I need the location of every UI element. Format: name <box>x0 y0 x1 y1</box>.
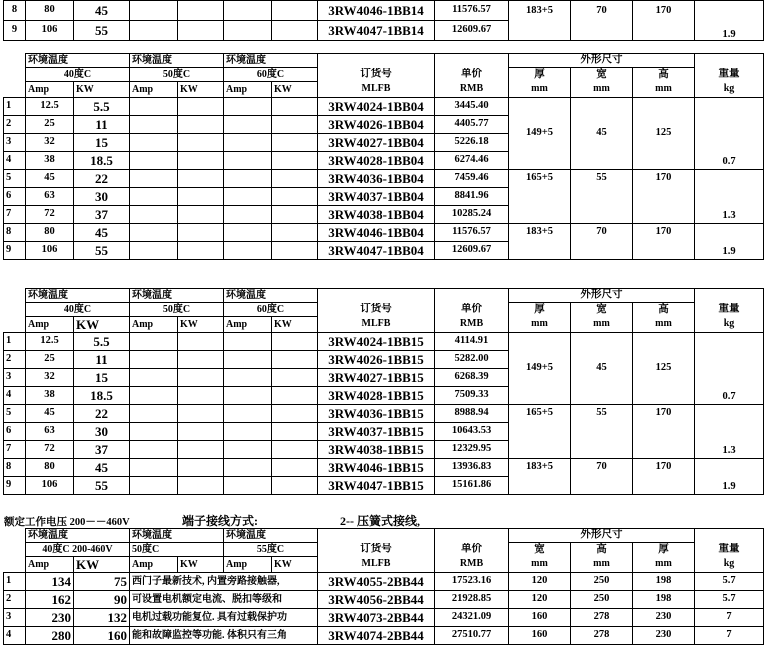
kw-cell: 132 <box>74 609 130 627</box>
terminal-label: 端子接线方式: <box>182 514 258 528</box>
thick-cell: 165+5 <box>509 170 571 224</box>
kw-cell: 18.5 <box>74 387 130 405</box>
amp-cell: 80 <box>26 224 74 242</box>
kw-cell: 11 <box>74 116 130 134</box>
price-cell: 17523.16 <box>435 573 509 591</box>
env-temp-header: 环境温度 <box>224 529 318 543</box>
thick-cell: 149+5 <box>509 98 571 170</box>
width-header: 宽 <box>571 303 633 317</box>
width-cell: 55 <box>571 405 633 459</box>
row-index: 8 <box>4 459 26 477</box>
mm-unit: mm <box>571 82 633 98</box>
weight-cell: 5.7 <box>695 591 764 609</box>
mlfb-cell: 3RW4028-1BB04 <box>318 152 435 170</box>
width-cell: 160 <box>509 609 571 627</box>
amp-header: Amp <box>130 557 178 573</box>
amp-cell: 12.5 <box>26 333 74 351</box>
description-cell: 可设置电机额定电流、脱扣等级和 <box>130 591 318 609</box>
amp-cell: 32 <box>26 134 74 152</box>
table-row <box>4 627 764 645</box>
height-cell: 170 <box>633 170 695 224</box>
temp-50-header: 50度C <box>130 543 224 557</box>
table-row <box>4 224 764 242</box>
mlfb-cell: 3RW4024-1BB15 <box>318 333 435 351</box>
weight-header: 重量 <box>695 68 764 82</box>
kw-cell: 90 <box>74 591 130 609</box>
temp-50-header: 50度C <box>130 68 224 82</box>
amp-header: Amp <box>224 557 272 573</box>
mlfb-cell: 3RW4038-1BB04 <box>318 206 435 224</box>
terminal-value: 2-- 压簧式接线, <box>340 514 420 528</box>
mm-unit: mm <box>509 557 571 573</box>
price-cell: 7459.46 <box>435 170 509 188</box>
price-cell: 12609.67 <box>435 242 509 260</box>
mlfb-cell: 3RW4037-1BB15 <box>318 423 435 441</box>
kw-cell: 11 <box>74 351 130 369</box>
row-index: 7 <box>4 441 26 459</box>
row-index: 6 <box>4 423 26 441</box>
row-index: 9 <box>4 242 26 260</box>
kw-header: KW <box>272 557 318 573</box>
price-cell: 24321.09 <box>435 609 509 627</box>
table-row <box>4 405 764 423</box>
mlfb-header: MLFB <box>318 82 435 98</box>
temp-55-header: 55度C <box>224 543 318 557</box>
order-no-header: 订货号 <box>318 303 435 317</box>
price-cell: 15161.86 <box>435 477 509 495</box>
amp-cell: 134 <box>26 573 74 591</box>
width-cell: 120 <box>509 591 571 609</box>
row-index: 7 <box>4 206 26 224</box>
width-cell: 70 <box>571 1 633 21</box>
kw-cell: 30 <box>74 423 130 441</box>
row-index: 5 <box>4 405 26 423</box>
env-temp-header: 环境温度 <box>130 529 224 543</box>
kw-cell: 45 <box>74 459 130 477</box>
price-table-bb15 <box>3 288 764 495</box>
kw-cell: 55 <box>74 21 130 41</box>
mlfb-cell: 3RW4026-1BB04 <box>318 116 435 134</box>
amp-header: Amp <box>224 317 272 333</box>
height-cell: 170 <box>633 224 695 260</box>
kg-unit: kg <box>695 82 764 98</box>
thick-cell: 183+5 <box>509 459 571 495</box>
mlfb-cell: 3RW4074-2BB44 <box>318 627 435 645</box>
weight-cell: 7 <box>695 609 764 627</box>
rmb-header: RMB <box>435 557 509 573</box>
amp-cell: 45 <box>26 405 74 423</box>
kw-header: KW <box>74 557 130 573</box>
dims-header: 外形尺寸 <box>509 529 695 543</box>
mlfb-cell: 3RW4027-1BB15 <box>318 369 435 387</box>
width-cell: 70 <box>571 459 633 495</box>
row-index: 3 <box>4 134 26 152</box>
temp-40-header: 40度C <box>26 303 130 317</box>
temp-40-header: 40度C <box>26 68 130 82</box>
thick-cell: 183+5 <box>509 1 571 21</box>
height-header: 高 <box>633 303 695 317</box>
row-index: 4 <box>4 627 26 645</box>
weight-cell: 1.9 <box>695 21 764 41</box>
thick-header: 厚 <box>509 303 571 317</box>
mm-unit: mm <box>633 82 695 98</box>
mlfb-cell: 3RW4024-1BB04 <box>318 98 435 116</box>
amp-cell: 280 <box>26 627 74 645</box>
env-temp-header: 环境温度 <box>26 289 130 303</box>
temp-60-header: 60度C <box>224 303 318 317</box>
amp-cell: 106 <box>26 21 74 41</box>
thick-cell: 149+5 <box>509 333 571 405</box>
table-row <box>4 333 764 351</box>
weight-cell: 1.9 <box>695 224 764 260</box>
amp-cell: 63 <box>26 188 74 206</box>
price-table-bb44 <box>3 528 764 645</box>
amp-header: Amp <box>26 317 74 333</box>
price-table-bb04 <box>3 53 764 260</box>
kw-header: KW <box>272 82 318 98</box>
row-index: 9 <box>4 21 26 41</box>
thick-cell: 165+5 <box>509 405 571 459</box>
unit-price-header: 单价 <box>435 303 509 317</box>
voltage-line <box>4 512 420 529</box>
height-cell: 250 <box>571 591 633 609</box>
env-temp-header: 环境温度 <box>130 289 224 303</box>
env-temp-header: 环境温度 <box>26 54 130 68</box>
dims-header: 外形尺寸 <box>509 54 695 68</box>
kw-cell: 55 <box>74 477 130 495</box>
description-cell: 能和故障监控等功能. 体积只有三角 <box>130 627 318 645</box>
weight-cell: 1.9 <box>695 459 764 495</box>
amp-header: Amp <box>224 82 272 98</box>
unit-price-header: 单价 <box>435 543 509 557</box>
kw-cell: 15 <box>74 134 130 152</box>
mlfb-cell: 3RW4056-2BB44 <box>318 591 435 609</box>
kw-cell: 22 <box>74 170 130 188</box>
mm-unit: mm <box>509 317 571 333</box>
temp-40-header: 40度C 200-460V <box>26 543 130 557</box>
thick-cell: 198 <box>633 591 695 609</box>
table-row <box>4 170 764 188</box>
mlfb-header: MLFB <box>318 317 435 333</box>
amp-cell: 162 <box>26 591 74 609</box>
weight-cell: 5.7 <box>695 573 764 591</box>
price-cell: 4114.91 <box>435 333 509 351</box>
row-index: 3 <box>4 609 26 627</box>
price-cell: 8841.96 <box>435 188 509 206</box>
mlfb-cell: 3RW4046-1BB15 <box>318 459 435 477</box>
price-cell: 27510.77 <box>435 627 509 645</box>
height-header: 高 <box>571 543 633 557</box>
amp-cell: 106 <box>26 477 74 495</box>
kg-unit: kg <box>695 557 764 573</box>
kw-header: KW <box>74 317 130 333</box>
amp-cell: 45 <box>26 170 74 188</box>
mlfb-cell: 3RW4073-2BB44 <box>318 609 435 627</box>
kw-cell: 30 <box>74 188 130 206</box>
price-cell: 10285.24 <box>435 206 509 224</box>
thick-header: 厚 <box>509 68 571 82</box>
unit-price-header: 单价 <box>435 68 509 82</box>
mlfb-cell: 3RW4028-1BB15 <box>318 387 435 405</box>
price-cell: 6274.46 <box>435 152 509 170</box>
mm-unit: mm <box>571 557 633 573</box>
height-cell: 170 <box>633 405 695 459</box>
mlfb-cell: 3RW4037-1BB04 <box>318 188 435 206</box>
mlfb-cell: 3RW4046-1BB14 <box>318 1 435 21</box>
price-cell: 13936.83 <box>435 459 509 477</box>
amp-cell: 32 <box>26 369 74 387</box>
weight-cell: 1.3 <box>695 405 764 459</box>
kw-cell: 160 <box>74 627 130 645</box>
thick-header: 厚 <box>633 543 695 557</box>
amp-cell: 25 <box>26 351 74 369</box>
kw-cell: 45 <box>74 1 130 21</box>
mm-unit: mm <box>571 317 633 333</box>
price-cell: 6268.39 <box>435 369 509 387</box>
amp-cell: 25 <box>26 116 74 134</box>
weight-header: 重量 <box>695 303 764 317</box>
width-header: 宽 <box>571 68 633 82</box>
weight-cell: 7 <box>695 627 764 645</box>
dims-header: 外形尺寸 <box>509 289 695 303</box>
amp-cell: 230 <box>26 609 74 627</box>
row-index: 6 <box>4 188 26 206</box>
price-cell: 5226.18 <box>435 134 509 152</box>
width-cell: 70 <box>571 224 633 260</box>
mlfb-cell: 3RW4047-1BB14 <box>318 21 435 41</box>
row-index: 9 <box>4 477 26 495</box>
rmb-header: RMB <box>435 82 509 98</box>
mlfb-cell: 3RW4055-2BB44 <box>318 573 435 591</box>
order-no-header: 订货号 <box>318 543 435 557</box>
thick-cell: 230 <box>633 609 695 627</box>
mlfb-cell: 3RW4027-1BB04 <box>318 134 435 152</box>
height-cell: 250 <box>571 573 633 591</box>
row-index: 4 <box>4 152 26 170</box>
amp-cell: 72 <box>26 441 74 459</box>
weight-cell: 0.7 <box>695 333 764 405</box>
top-table <box>3 0 764 41</box>
amp-cell: 63 <box>26 423 74 441</box>
height-header: 高 <box>633 68 695 82</box>
height-cell: 125 <box>633 333 695 405</box>
table-row <box>4 1 764 21</box>
description-cell: 西门子最新技术, 内置旁路接触器, <box>130 573 318 591</box>
kw-cell: 55 <box>74 242 130 260</box>
width-cell: 45 <box>571 98 633 170</box>
height-cell: 125 <box>633 98 695 170</box>
mlfb-cell: 3RW4047-1BB04 <box>318 242 435 260</box>
weight-cell: 0.7 <box>695 98 764 170</box>
row-index: 1 <box>4 98 26 116</box>
kw-cell: 18.5 <box>74 152 130 170</box>
mlfb-cell: 3RW4038-1BB15 <box>318 441 435 459</box>
mlfb-cell: 3RW4036-1BB04 <box>318 170 435 188</box>
table-row <box>4 98 764 116</box>
width-cell: 120 <box>509 573 571 591</box>
temp-60-header: 60度C <box>224 68 318 82</box>
env-temp-header: 环境温度 <box>130 54 224 68</box>
price-cell: 12329.95 <box>435 441 509 459</box>
price-cell: 10643.53 <box>435 423 509 441</box>
row-index: 1 <box>4 333 26 351</box>
env-temp-header: 环境温度 <box>26 529 130 543</box>
mlfb-cell: 3RW4036-1BB15 <box>318 405 435 423</box>
kw-cell: 5.5 <box>74 333 130 351</box>
price-cell: 11576.57 <box>435 1 509 21</box>
mlfb-cell: 3RW4046-1BB04 <box>318 224 435 242</box>
width-cell: 55 <box>571 170 633 224</box>
thick-cell: 198 <box>633 573 695 591</box>
width-cell: 45 <box>571 333 633 405</box>
price-cell: 4405.77 <box>435 116 509 134</box>
row-index: 5 <box>4 170 26 188</box>
mlfb-header: MLFB <box>318 557 435 573</box>
kw-cell: 75 <box>74 573 130 591</box>
row-index: 1 <box>4 573 26 591</box>
price-cell: 7509.33 <box>435 387 509 405</box>
table-row <box>4 21 764 41</box>
kw-header: KW <box>74 82 130 98</box>
price-cell: 3445.40 <box>435 98 509 116</box>
price-cell: 5282.00 <box>435 351 509 369</box>
mlfb-cell: 3RW4026-1BB15 <box>318 351 435 369</box>
kw-header: KW <box>178 557 224 573</box>
height-cell: 278 <box>571 627 633 645</box>
table-row <box>4 459 764 477</box>
thick-cell: 230 <box>633 627 695 645</box>
kw-cell: 45 <box>74 224 130 242</box>
kw-header: KW <box>178 317 224 333</box>
mm-unit: mm <box>509 82 571 98</box>
table-row <box>4 573 764 591</box>
rated-voltage-label: 额定工作电压 200－－460V <box>4 517 130 528</box>
amp-cell: 106 <box>26 242 74 260</box>
rmb-header: RMB <box>435 317 509 333</box>
height-cell: 170 <box>633 459 695 495</box>
amp-cell: 38 <box>26 387 74 405</box>
weight-header: 重量 <box>695 543 764 557</box>
description-cell: 电机过载功能复位. 具有过载保护功 <box>130 609 318 627</box>
mm-unit: mm <box>633 317 695 333</box>
row-index: 4 <box>4 387 26 405</box>
price-cell: 11576.57 <box>435 224 509 242</box>
kw-cell: 37 <box>74 441 130 459</box>
amp-cell: 38 <box>26 152 74 170</box>
order-no-header: 订货号 <box>318 68 435 82</box>
table-row <box>4 591 764 609</box>
weight-cell: 1.3 <box>695 170 764 224</box>
row-index: 2 <box>4 591 26 609</box>
row-index: 2 <box>4 351 26 369</box>
temp-50-header: 50度C <box>130 303 224 317</box>
kw-header: KW <box>178 82 224 98</box>
mm-unit: mm <box>633 557 695 573</box>
kw-cell: 5.5 <box>74 98 130 116</box>
height-cell: 170 <box>633 1 695 21</box>
price-cell: 12609.67 <box>435 21 509 41</box>
price-cell: 8988.94 <box>435 405 509 423</box>
kw-cell: 15 <box>74 369 130 387</box>
height-cell: 278 <box>571 609 633 627</box>
env-temp-header: 环境温度 <box>224 289 318 303</box>
amp-header: Amp <box>26 82 74 98</box>
width-cell: 160 <box>509 627 571 645</box>
row-index: 3 <box>4 369 26 387</box>
env-temp-header: 环境温度 <box>224 54 318 68</box>
amp-cell: 80 <box>26 1 74 21</box>
row-index: 8 <box>4 1 26 21</box>
amp-cell: 12.5 <box>26 98 74 116</box>
amp-cell: 72 <box>26 206 74 224</box>
kw-cell: 37 <box>74 206 130 224</box>
kg-unit: kg <box>695 317 764 333</box>
kw-header: KW <box>272 317 318 333</box>
mlfb-cell: 3RW4047-1BB15 <box>318 477 435 495</box>
amp-header: Amp <box>130 82 178 98</box>
thick-cell: 183+5 <box>509 224 571 260</box>
amp-header: Amp <box>130 317 178 333</box>
kw-cell: 22 <box>74 405 130 423</box>
row-index: 8 <box>4 224 26 242</box>
row-index: 2 <box>4 116 26 134</box>
width-header: 宽 <box>509 543 571 557</box>
table-row <box>4 609 764 627</box>
amp-header: Amp <box>26 557 74 573</box>
price-cell: 21928.85 <box>435 591 509 609</box>
amp-cell: 80 <box>26 459 74 477</box>
